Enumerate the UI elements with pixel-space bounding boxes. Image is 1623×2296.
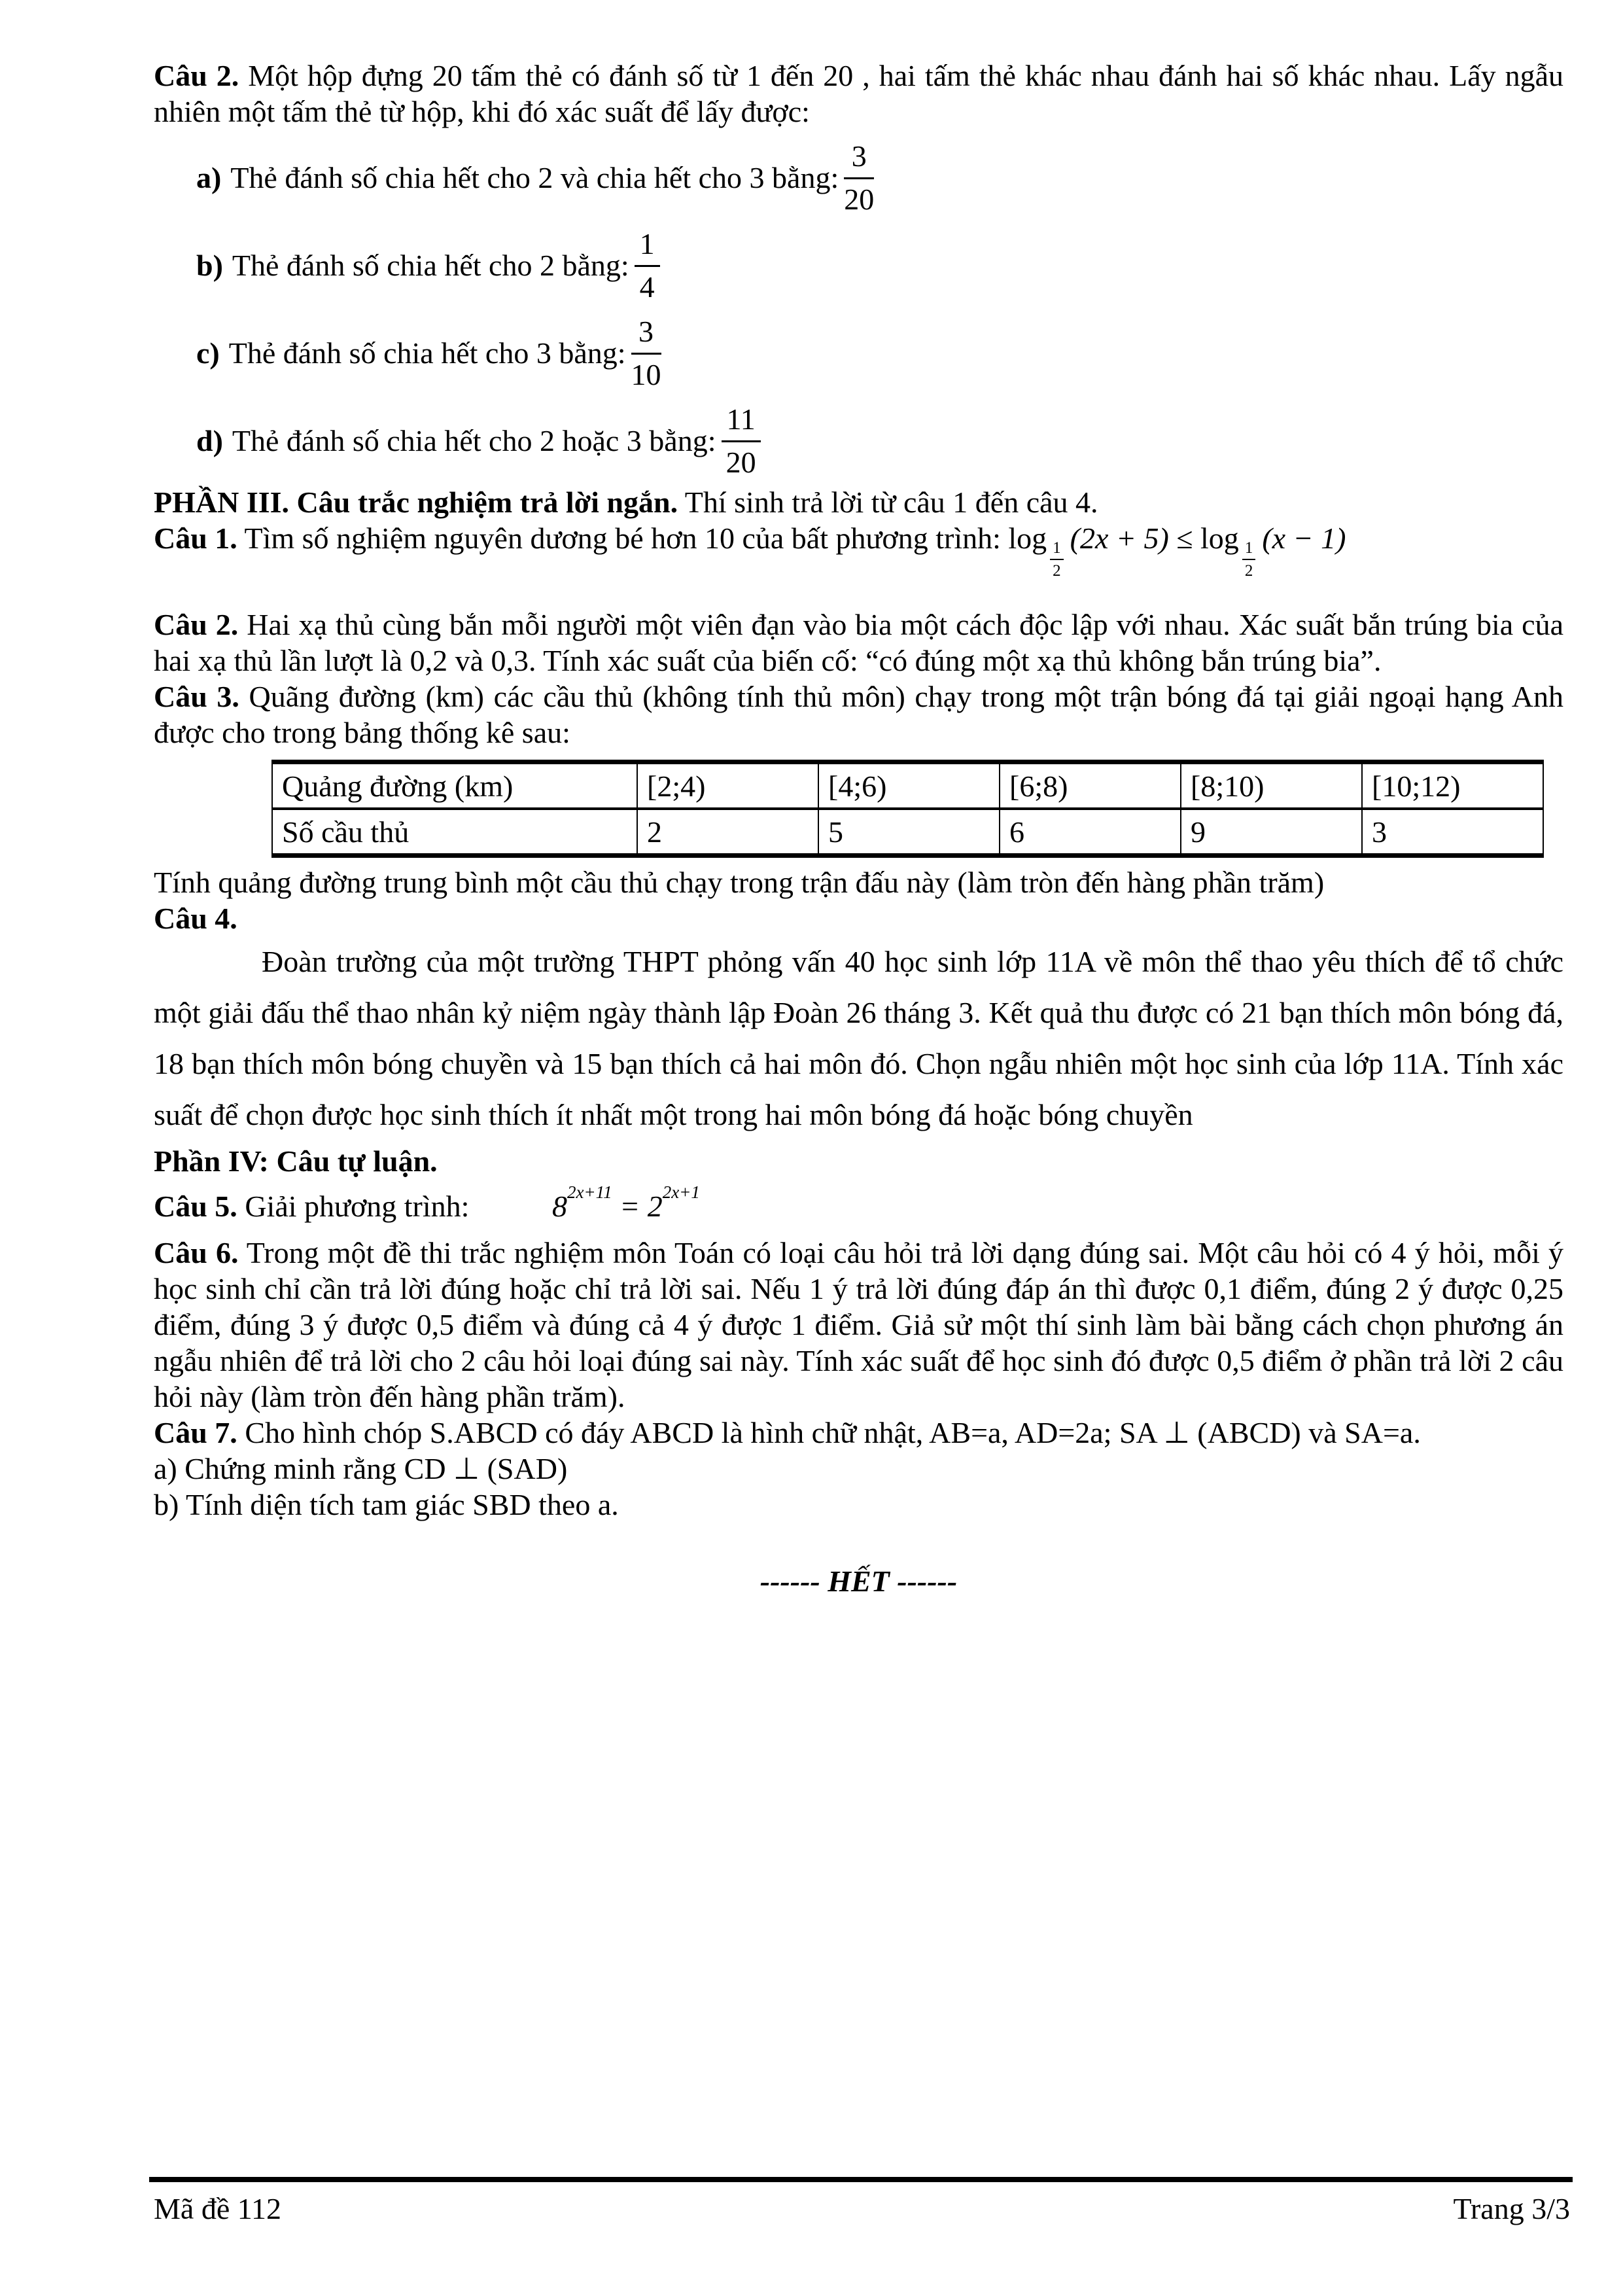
table-cell: 9 [1181,809,1362,856]
question-text: Tìm số nghiệm nguyên dương bé hơn 10 của bất phương trình: [244,521,1001,555]
answer-item-b [196,221,1563,309]
question-cau4-label [154,900,1563,936]
base: 8 [551,1190,567,1223]
fraction [722,402,761,478]
log-base-numerator: 1 [1050,540,1064,560]
log-argument: (2x + 5) [1070,521,1169,555]
question-cau6 [154,1235,1563,1415]
part3-heading [154,484,1563,520]
part3-heading-note: Thí sinh trả lời từ câu 1 đến câu 4. [684,486,1098,519]
answer-item-c [196,309,1563,397]
page-content [154,58,1563,1599]
question-label: Câu 5. [154,1190,237,1223]
question-text: Một hộp đựng 20 tấm thẻ có đánh số từ 1 đến 20 , hai tấm thẻ khác nhau đánh hai số khác nhau. Lấy ngẫu nhiên một tấm thẻ từ hộp, khi đó xác suất để lấy được: [154,59,1563,128]
question-cau3-note: Tính quảng đường trung bình một cầu thủ chạy trong trận đấu này (làm tròn đến hàng phần trăm) [154,866,1325,899]
fraction-numerator: 11 [722,402,761,442]
question-label: Câu 6. [154,1236,239,1269]
answer-item-d [196,397,1563,484]
log-base-denominator: 2 [1053,562,1061,580]
question-text: Quãng đường (km) các cầu thủ (không tính thủ môn) chạy trong một trận bóng đá tại giải ngoại hạng Anh được cho trong bảng thống kê sau: [154,680,1563,749]
base: 2 [647,1190,663,1223]
question-text: Cho hình chóp S.ABCD có đáy ABCD là hình chữ nhật, AB=a, AD=2a; SA ⊥ (ABCD) và SA=a. [245,1416,1421,1449]
relation-symbol: ≤ [1176,521,1193,555]
fraction-numerator: 3 [631,315,661,354]
answer-options [196,133,1563,484]
table-header-cell: [6;8) [1000,762,1181,809]
option-text: Thẻ đánh số chia hết cho 2 hoặc 3 bằng: [232,423,716,457]
table-header-cell: Quảng đường (km) [272,762,637,809]
log-inequality-formula [1008,521,1346,580]
question-cau7-part-a: a) Chứng minh rằng CD ⊥ (SAD) [154,1452,568,1485]
table-header-cell: [8;10) [1181,762,1362,809]
equals-symbol: = [620,1190,640,1223]
log-fn: log [1200,521,1239,555]
part4-heading [154,1143,1563,1179]
fraction [635,227,660,303]
answer-item-a [196,133,1563,221]
option-label: d) [196,423,223,457]
question-cau5 [154,1179,1563,1235]
fraction-numerator: 1 [635,227,660,266]
question-text: Hai xạ thủ cùng bắn mỗi người một viên đạn vào bia một cách độc lập với nhau. Xác suất bắn trúng bia của hai xạ thủ lần lượt là 0,2 và 0,3. Tính xác suất của biến cố: “có đúng một xạ thủ không bắn trúng bia”. [154,608,1564,677]
log-fn: log [1008,521,1047,555]
table-row [272,809,1543,856]
fraction-denominator: 4 [639,270,655,304]
exponent: 2x+1 [662,1182,700,1202]
option-text: Thẻ đánh số chia hết cho 2 và chia hết cho 3 bằng: [230,160,839,194]
option-text: Thẻ đánh số chia hết cho 3 bằng: [228,336,626,370]
table-header-cell: [10;12) [1362,762,1543,809]
question-cau2-short [154,607,1563,679]
table-cell: 5 [818,809,1000,856]
page-number: Trang 3/3 [1453,2192,1570,2225]
fraction [844,139,874,215]
table-cell: 3 [1362,809,1543,856]
table-header-cell: [4;6) [818,762,1000,809]
question-label: Câu 2. [154,608,239,641]
question-cau4-text: Đoàn trường của một trường THPT phỏng vấn 40 học sinh lớp 11A về môn thể thao yêu thích để tổ chức một giải đấu thể thao nhân kỷ niệm ngày thành lập Đoàn 26 tháng 3. Kết quả thu được có 21 bạn thích môn bóng đá, 18 bạn thích môn bóng chuyền và 15 bạn thích cả hai môn đó. Chọn ngẫu nhiên một học sinh của lớp 11A. Tính xác suất để chọn được học sinh thích ít nhất một trong hai môn bóng đá hoặc bóng chuyền [154,945,1563,1131]
end-mark: ------ HẾT ------ [759,1564,958,1598]
question-cau1 [154,520,1563,579]
log-base-numerator: 1 [1242,540,1256,560]
table-cell: 6 [1000,809,1181,856]
log-base-fraction [1242,540,1256,579]
log-base-denominator: 2 [1244,562,1253,580]
exponential-equation-formula [551,1182,700,1223]
part4-heading-title: Phần IV: Câu tự luận. [154,1144,438,1178]
log-base-fraction [1050,540,1064,579]
question-cau7 [154,1415,1563,1451]
stats-table [271,760,1544,858]
fraction-denominator: 20 [844,182,875,216]
question-text: Trong một đề thi trắc nghiệm môn Toán có loại câu hỏi trả lời dạng đúng sai. Một câu hỏi có 4 ý hỏi, mỗi ý học sinh chỉ cần trả lời đúng hoặc chỉ trả lời sai. Nếu 1 ý trả lời đúng đáp án thì được 0,1 điểm, đúng 2 ý được 0,25 điểm, đúng 3 ý được 0,5 điểm và đúng cả 4 ý được 1 điểm. Giả sử một thí sinh làm bài bằng cách chọn phương án ngẫu nhiên để trả lời cho 2 câu hỏi loại đúng sai này. Tính xác suất để học sinh đó được 0,5 điểm ở phần trả lời 2 câu hỏi này (làm tròn đến hàng phần trăm). [154,1236,1563,1413]
question-cau7-part-b: b) Tính diện tích tam giác SBD theo a. [154,1488,619,1521]
table-header-cell: [2;4) [637,762,818,809]
option-label: a) [196,160,222,194]
option-text: Thẻ đánh số chia hết cho 2 bằng: [232,248,629,282]
part3-heading-title: PHẦN III. Câu trắc nghiệm trả lời ngắn. [154,486,678,519]
question-label: Câu 4. [154,902,237,935]
question-label: Câu 7. [154,1416,237,1449]
question-label: Câu 2. [154,59,239,92]
footer-divider [149,2177,1573,2182]
page-footer [154,2191,1570,2227]
fraction-denominator: 20 [725,445,756,479]
fraction [631,315,661,391]
question-cau2-multichoice [154,58,1563,130]
fraction-numerator: 3 [844,139,874,179]
table-row [272,762,1543,809]
option-label: c) [196,336,220,370]
option-label: b) [196,248,223,282]
question-text: Giải phương trình: [245,1190,470,1223]
fraction-denominator: 10 [631,357,661,391]
question-label: Câu 1. [154,521,237,555]
question-cau3 [154,679,1563,751]
table-cell: Số cầu thủ [272,809,637,856]
log-argument: (x − 1) [1262,521,1346,555]
exam-code: Mã đề 112 [154,2192,282,2225]
table-cell: 2 [637,809,818,856]
question-label: Câu 3. [154,680,239,713]
exponent: 2x+11 [567,1182,612,1202]
